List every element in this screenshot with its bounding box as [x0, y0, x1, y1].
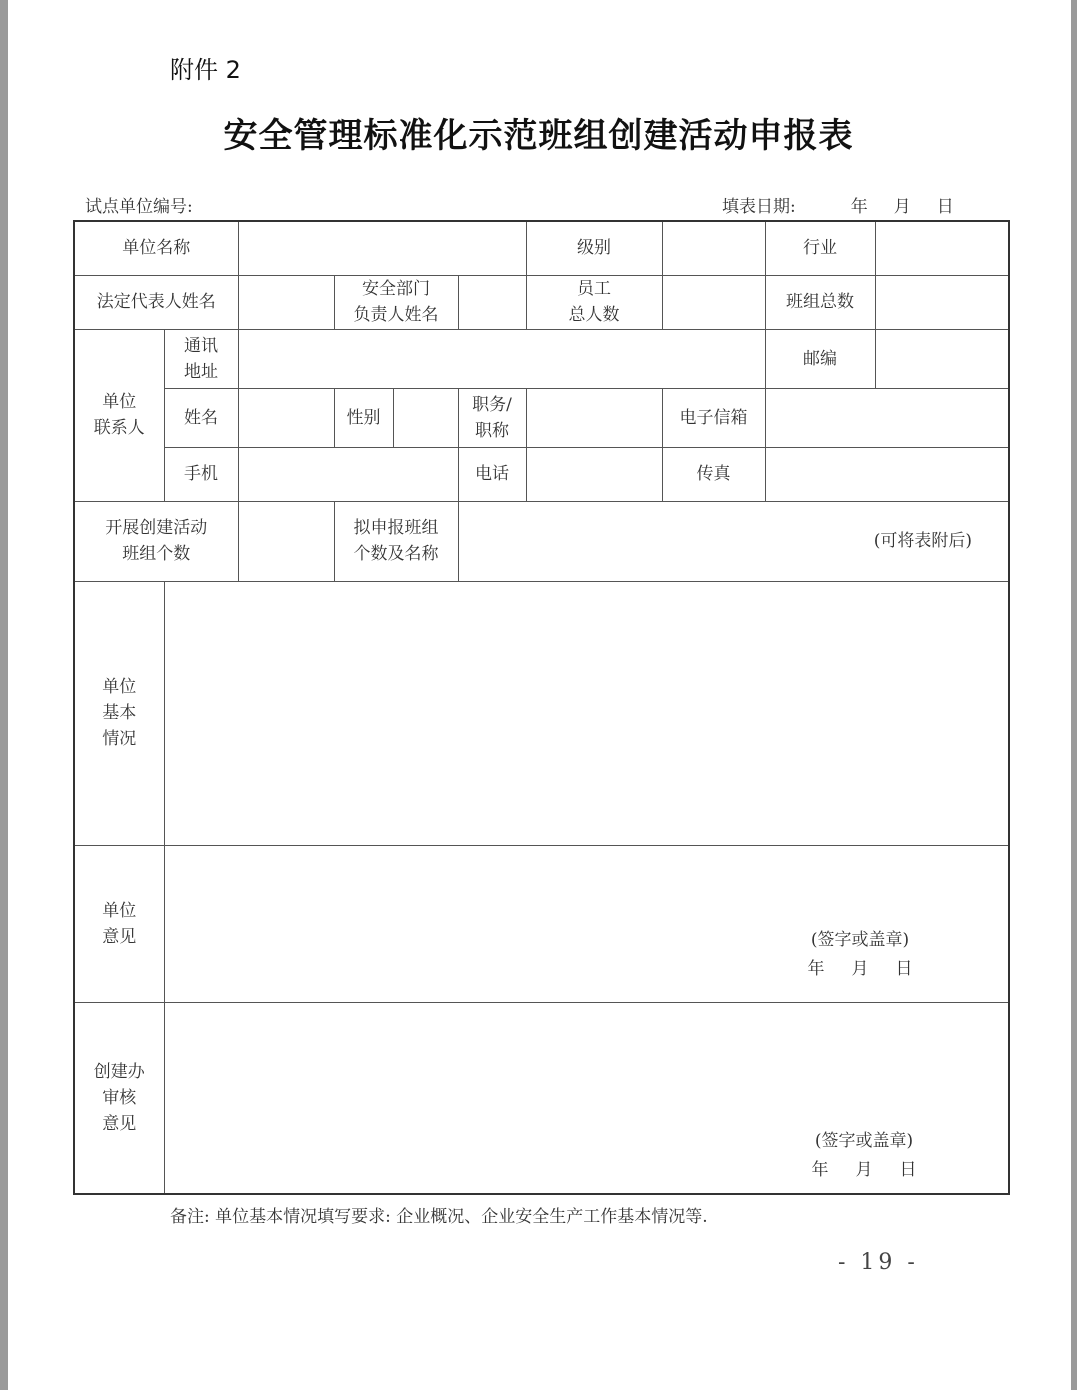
- fill-date-month: 月: [893, 197, 911, 217]
- fill-date: [722, 192, 982, 217]
- label-safety-head-line1: 安全部门: [362, 279, 430, 299]
- label-opinion-line2: 意见: [102, 926, 137, 947]
- label-industry: 行业: [765, 221, 875, 275]
- field-legal-rep[interactable]: [238, 275, 334, 329]
- label-contact: [74, 329, 164, 501]
- fill-date-year: 年: [850, 197, 868, 217]
- review-year: 年: [811, 1159, 829, 1180]
- field-team-total[interactable]: [875, 275, 1009, 329]
- page-edge-right: [1071, 0, 1077, 1390]
- attachment-label: 附件 2: [170, 56, 241, 84]
- label-address: [164, 329, 238, 388]
- label-email: 电子信箱: [662, 388, 765, 447]
- review-sign-text: (签字或盖章): [814, 1130, 914, 1151]
- label-teams-count-line1: 开展创建活动: [105, 518, 208, 538]
- label-review-opinion: [74, 1002, 164, 1194]
- application-form-table: [73, 220, 1010, 1195]
- row-mobile: [74, 447, 1009, 501]
- label-basic-line3: 情况: [102, 729, 137, 749]
- label-gender: 性别: [334, 388, 393, 447]
- label-position-line1: 职务/: [472, 394, 512, 415]
- label-staff-line2: 总人数: [568, 305, 620, 325]
- label-planned-line1: 拟申报班组: [353, 518, 439, 538]
- review-date: [798, 1156, 930, 1185]
- row-contact-name: [74, 388, 1009, 447]
- unit-opinion-date: [794, 955, 926, 984]
- field-safety-head[interactable]: [458, 275, 526, 329]
- field-basic-info[interactable]: [164, 581, 1009, 845]
- row-teams: [74, 501, 1009, 581]
- field-unit-name[interactable]: [238, 221, 526, 275]
- label-safety-head-line2: 负责人姓名: [353, 305, 439, 325]
- unit-opinion-day: 日: [895, 958, 913, 979]
- row-address: [74, 329, 1009, 388]
- attach-note: (可将表附后): [873, 531, 972, 551]
- field-phone[interactable]: [526, 447, 662, 501]
- row-unit-opinion: [74, 845, 1009, 1002]
- label-opinion-line1: 单位: [102, 900, 137, 921]
- label-position-line2: 职称: [475, 420, 509, 441]
- row-review-opinion: [74, 1002, 1009, 1194]
- label-safety-head: [334, 275, 458, 329]
- label-unit-opinion: [74, 845, 164, 1002]
- remark-note: 备注: 单位基本情况填写要求: 企业概况、企业安全生产工作基本情况等.: [170, 1207, 708, 1227]
- field-teams-count[interactable]: [238, 501, 334, 581]
- label-fax: 传真: [662, 447, 765, 501]
- fill-date-day: 日: [936, 197, 954, 217]
- review-sign-area: [165, 1003, 1009, 1193]
- field-fax[interactable]: [765, 447, 1009, 501]
- label-review-line3: 意见: [102, 1113, 137, 1134]
- label-contact-line1: 单位: [102, 392, 137, 412]
- label-planned-line2: 个数及名称: [353, 544, 439, 564]
- label-address-line1: 通讯: [184, 335, 218, 356]
- review-day: 日: [899, 1159, 917, 1180]
- unit-opinion-sign-area: [165, 846, 1009, 1002]
- unit-opinion-sign: [794, 926, 926, 984]
- label-name: 姓名: [164, 388, 238, 447]
- label-staff-line1: 员工: [577, 279, 611, 299]
- review-month: 月: [855, 1159, 873, 1180]
- field-mobile[interactable]: [238, 447, 458, 501]
- label-review-line1: 创建办: [93, 1061, 145, 1082]
- label-basic-line1: 单位: [102, 677, 137, 697]
- label-legal-rep: 法定代表人姓名: [74, 275, 238, 329]
- label-basic-line2: 基本: [102, 703, 137, 723]
- field-position[interactable]: [526, 388, 662, 447]
- label-postcode: 邮编: [765, 329, 875, 388]
- field-address[interactable]: [238, 329, 765, 388]
- page-number: - 19 -: [838, 1250, 919, 1275]
- label-team-total: 班组总数: [765, 275, 875, 329]
- label-planned-teams: [334, 501, 458, 581]
- field-unit-opinion[interactable]: [164, 845, 1009, 1002]
- field-staff-total[interactable]: [662, 275, 765, 329]
- label-contact-line2: 联系人: [93, 418, 145, 438]
- label-staff-total: [526, 275, 662, 329]
- field-industry[interactable]: [875, 221, 1009, 275]
- label-teams-count-line2: 班组个数: [122, 544, 191, 564]
- label-review-line2: 审核: [102, 1087, 137, 1108]
- page-edge-left: [0, 0, 8, 1390]
- label-position: [458, 388, 526, 447]
- fill-date-label: 填表日期:: [722, 197, 796, 217]
- field-review-opinion[interactable]: [164, 1002, 1009, 1194]
- row-basic-info: [74, 581, 1009, 845]
- row-legal-rep: [74, 275, 1009, 329]
- unit-opinion-year: 年: [807, 958, 825, 979]
- field-postcode[interactable]: [875, 329, 1009, 388]
- label-teams-count: [74, 501, 238, 581]
- review-sign: [798, 1127, 930, 1185]
- field-name[interactable]: [238, 388, 334, 447]
- unit-opinion-sign-text: (签字或盖章): [810, 929, 910, 950]
- form-title: 安全管理标准化示范班组创建活动申报表: [223, 116, 854, 156]
- unit-opinion-month: 月: [851, 958, 869, 979]
- field-gender[interactable]: [393, 388, 458, 447]
- field-planned-teams[interactable]: [458, 501, 1009, 581]
- label-mobile: 手机: [164, 447, 238, 501]
- field-email[interactable]: [765, 388, 1009, 447]
- label-level: 级别: [526, 221, 662, 275]
- label-unit-name: 单位名称: [74, 221, 238, 275]
- row-unit-name: [74, 221, 1009, 275]
- unit-code-label: 试点单位编号:: [85, 197, 193, 217]
- label-basic-info: [74, 581, 164, 845]
- label-address-line2: 地址: [184, 361, 218, 382]
- label-phone: 电话: [458, 447, 526, 501]
- field-level[interactable]: [662, 221, 765, 275]
